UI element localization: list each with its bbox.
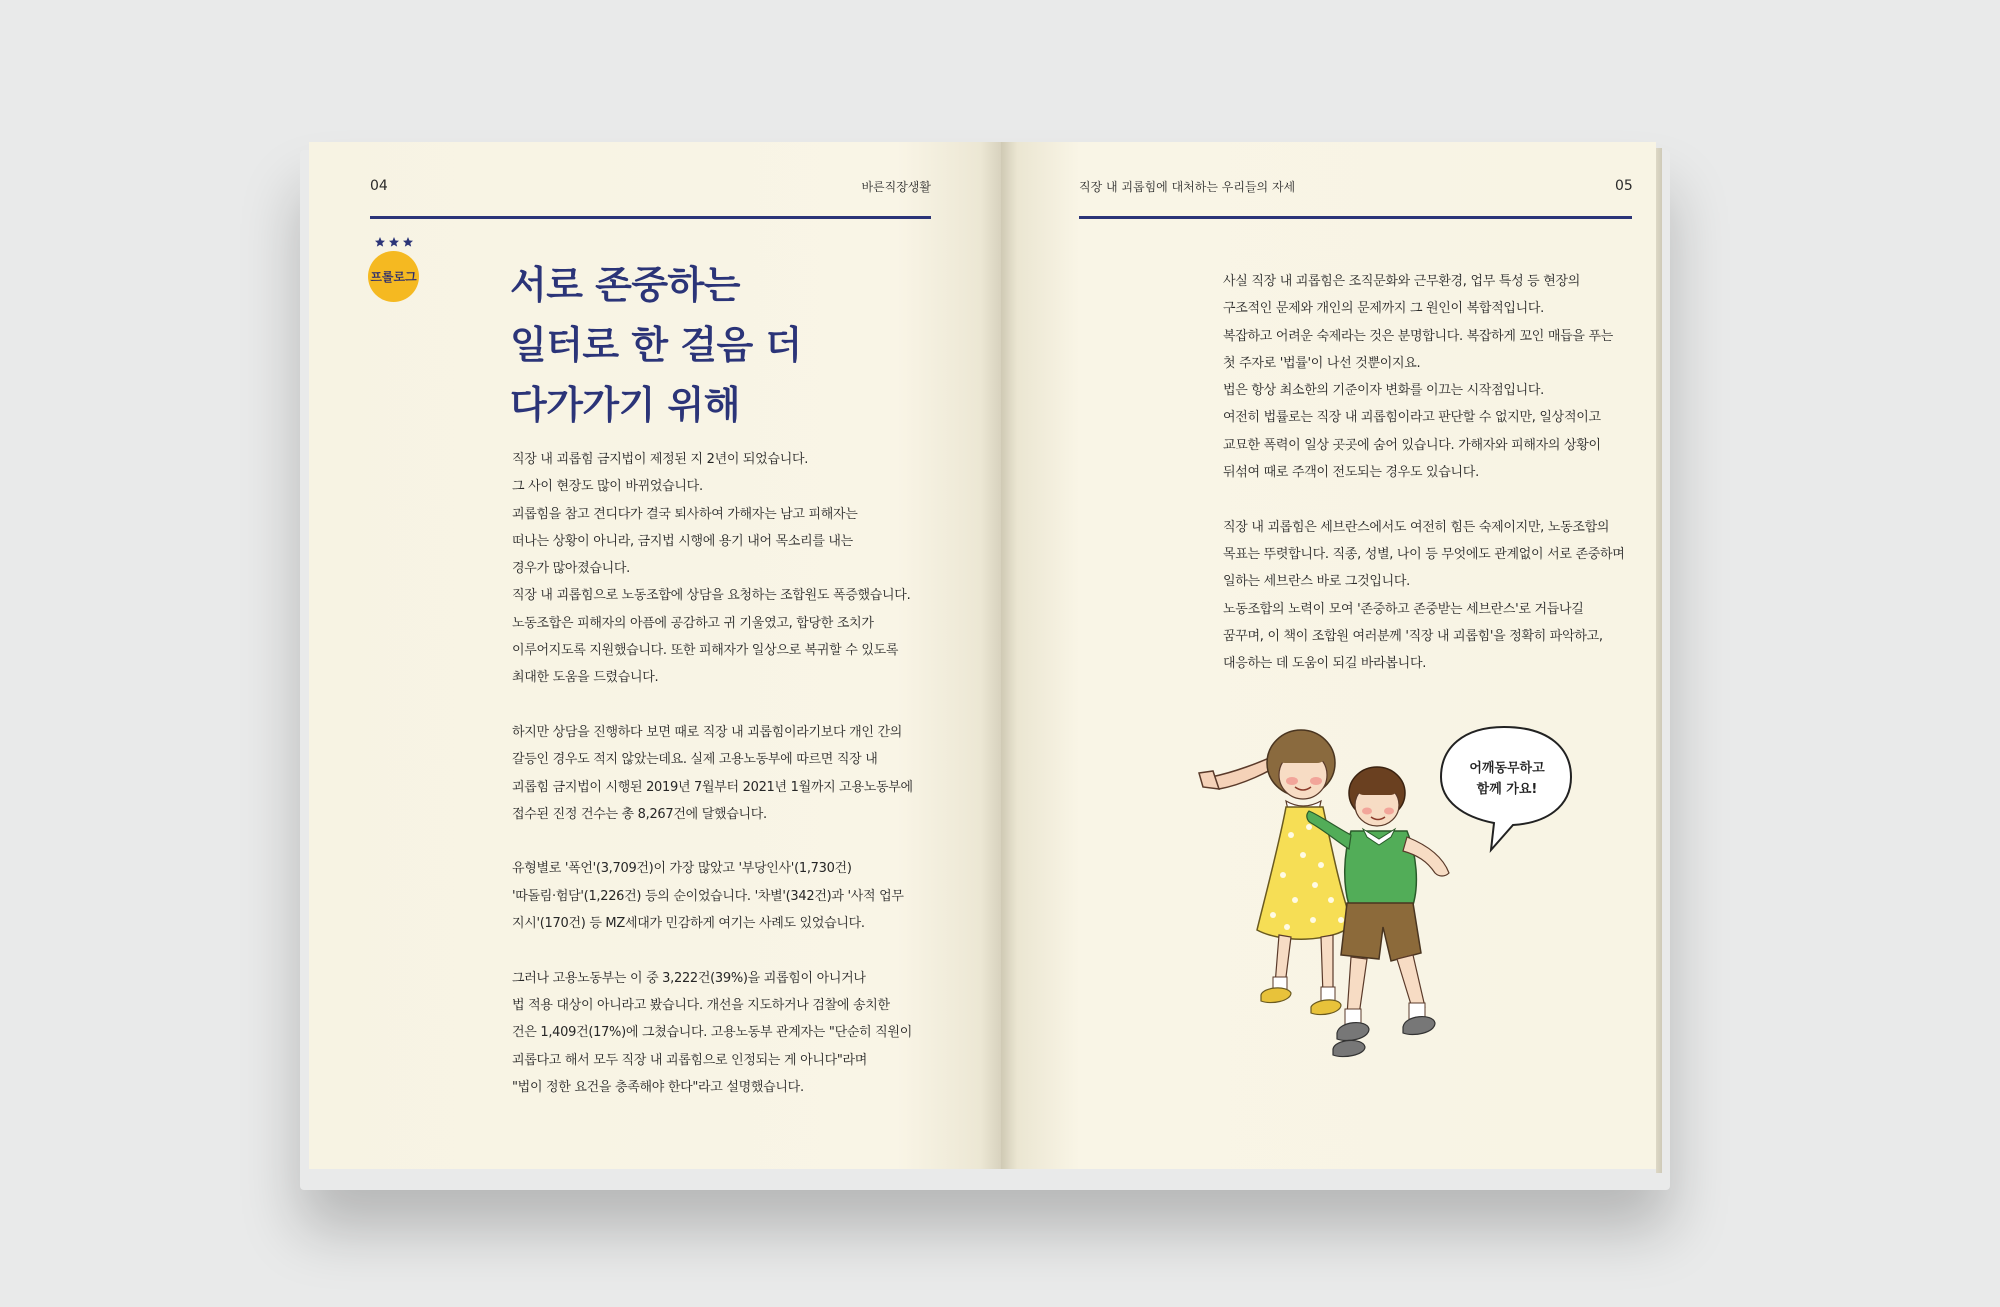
text-line: 일하는 세브란스 바로 그것입니다. bbox=[1223, 574, 1410, 590]
paragraph bbox=[1223, 268, 1624, 486]
text-line: 여전히 법률로는 직장 내 괴롭힘이라고 판단할 수 없지만, 일상적이고 bbox=[1223, 410, 1601, 426]
text-line: 괴롭힘을 참고 견디다가 결국 퇴사하여 가해자는 남고 피해자는 bbox=[512, 506, 858, 522]
header-rule-right bbox=[1079, 216, 1632, 219]
text-line: 법 적용 대상이 아니라고 봤습니다. 개선을 지도하거나 검찰에 송치한 bbox=[512, 997, 890, 1013]
text-line: 첫 주자로 '법률'이 나선 것뿐이지요. bbox=[1223, 355, 1421, 371]
girl-figure bbox=[1199, 730, 1353, 1015]
text-line: 교묘한 폭력이 일상 곳곳에 숨어 있습니다. 가해자와 피해자의 상황이 bbox=[1223, 437, 1601, 453]
text-line: 노동조합의 노력이 모여 '존중하고 존중받는 세브란스'로 거듭나길 bbox=[1223, 601, 1584, 617]
text-line: 경우가 많아졌습니다. bbox=[512, 561, 630, 577]
text-line: 복잡하고 어려운 숙제라는 것은 분명합니다. 복잡하게 꼬인 매듭을 푸는 bbox=[1223, 328, 1613, 344]
prologue-badge: 프롤로그 bbox=[368, 251, 419, 302]
right-page bbox=[1001, 142, 1656, 1169]
running-header-right: 직장 내 괴롭힘에 대처하는 우리들의 자세 bbox=[1079, 180, 1296, 194]
stars-icon bbox=[374, 236, 414, 250]
paragraph bbox=[512, 965, 913, 1101]
paragraph bbox=[512, 855, 913, 937]
text-line: 직장 내 괴롭힘 금지법이 제정된 지 2년이 되었습니다. bbox=[512, 452, 809, 467]
title-line: 다가가기 위해 bbox=[510, 383, 740, 427]
text-line: 갈등인 경우도 적지 않았는데요. 실제 고용노동부에 따르면 직장 내 bbox=[512, 752, 878, 768]
text-line: 그러나 고용노동부는 이 중 3,222건(39%)을 괴롭힘이 아니거나 bbox=[512, 970, 866, 986]
text-line: 대응하는 데 도움이 되길 바라봅니다. bbox=[1223, 656, 1427, 672]
speech-bubble bbox=[1441, 727, 1571, 850]
text-line: 접수된 진정 건수는 총 8,267건에 달했습니다. bbox=[512, 806, 767, 822]
text-line: 사실 직장 내 괴롭힘은 조직문화와 근무환경, 업무 특성 등 현장의 bbox=[1223, 274, 1581, 289]
speech-bubble-line: 함께 가요! bbox=[1476, 782, 1538, 797]
text-line: 지시'(170건) 등 MZ세대가 민감하게 여기는 사례도 있었습니다. bbox=[512, 916, 865, 932]
header-rule-left bbox=[370, 216, 931, 219]
paragraph bbox=[512, 719, 913, 828]
text-line: 꿈꾸며, 이 책이 조합원 여러분께 '직장 내 괴롭힘'을 정확히 파악하고, bbox=[1223, 628, 1603, 644]
text-line: 직장 내 괴롭힘은 세브란스에서도 여전히 힘든 숙제이지만, 노동조합의 bbox=[1223, 519, 1610, 535]
text-line: 구조적인 문제와 개인의 문제까지 그 원인이 복합적입니다. bbox=[1223, 301, 1545, 317]
text-line: "법이 정한 요건을 충족해야 한다"라고 설명했습니다. bbox=[512, 1079, 804, 1095]
left-page bbox=[309, 142, 1001, 1169]
title-line: 일터로 한 걸음 더 bbox=[510, 323, 802, 367]
page-number-left: 04 bbox=[370, 178, 388, 194]
text-line: 괴롭힘 금지법이 시행된 2019년 7월부터 2021년 1월까지 고용노동부에 bbox=[512, 779, 913, 795]
paragraph bbox=[1223, 514, 1624, 678]
text-line: 유형별로 '폭언'(3,709건)이 가장 많았고 '부당인사'(1,730건) bbox=[512, 861, 852, 877]
page-title bbox=[510, 255, 802, 435]
text-line: 목표는 뚜렷합니다. 직종, 성별, 나이 등 무엇에도 관계없이 서로 존중하며 bbox=[1223, 546, 1625, 562]
text-line: '따돌림·험담'(1,226건) 등의 순이었습니다. '차별'(342건)과 '사적 업무 bbox=[512, 888, 904, 904]
text-line: 뒤섞여 때로 주객이 전도되는 경우도 있습니다. bbox=[1223, 465, 1479, 481]
text-line: 그 사이 현장도 많이 바뀌었습니다. bbox=[512, 479, 703, 495]
page-number-right: 05 bbox=[1615, 178, 1633, 194]
text-line: 괴롭다고 해서 모두 직장 내 괴롭힘으로 인정되는 게 아니다"라며 bbox=[512, 1052, 868, 1068]
paragraph bbox=[512, 446, 913, 692]
right-body bbox=[1223, 268, 1624, 705]
text-line: 노동조합은 피해자의 아픔에 공감하고 귀 기울였고, 합당한 조치가 bbox=[512, 615, 874, 631]
text-line: 건은 1,409건(17%)에 그쳤습니다. 고용노동부 관계자는 "단순히 직원이 bbox=[512, 1025, 912, 1041]
running-header-left: 바른직장생활 bbox=[861, 180, 931, 194]
left-body bbox=[512, 446, 913, 1128]
text-line: 법은 항상 최소한의 기준이자 변화를 이끄는 시작점입니다. bbox=[1223, 383, 1545, 399]
speech-bubble-line: 어깨동무하고 bbox=[1469, 761, 1545, 776]
children-illustration bbox=[1191, 715, 1591, 1115]
title-line: 서로 존중하는 bbox=[510, 263, 740, 307]
text-line: 직장 내 괴롭힘으로 노동조합에 상담을 요청하는 조합원도 폭증했습니다. bbox=[512, 588, 911, 604]
text-line: 최대한 도움을 드렸습니다. bbox=[512, 670, 659, 686]
text-line: 이루어지도록 지원했습니다. 또한 피해자가 일상으로 복귀할 수 있도록 bbox=[512, 643, 899, 659]
text-line: 하지만 상담을 진행하다 보면 때로 직장 내 괴롭힘이라기보다 개인 간의 bbox=[512, 724, 902, 740]
text-line: 떠나는 상황이 아니라, 금지법 시행에 용기 내어 목소리를 내는 bbox=[512, 533, 853, 549]
